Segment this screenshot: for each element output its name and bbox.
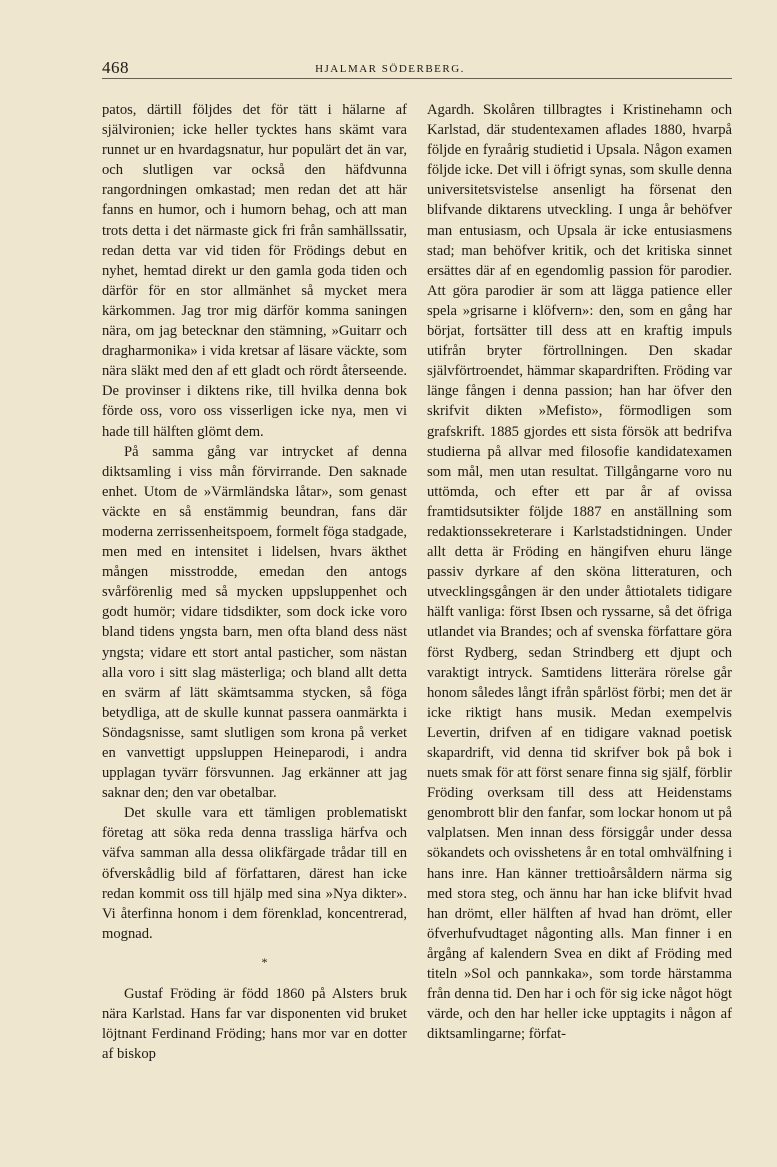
paragraph: Gustaf Fröding är född 1860 på Alsters bruk nära Karlstad. Hans far var disponenten vid bruket löjtnant Ferdinand Fröding; hans mor var en dotter af biskop: [102, 985, 407, 1063]
paragraph: På samma gång var intrycket af denna diktsamling i viss mån förvirrande. Den saknade enhet. Utom de »Värmländska låtar», som genast väckte en så enstämmig beundran, fans där moderna zerrissenheitspoem, formelt föga stadgade, men med en intensitet i lidelsen, hvars äkthet mången misstrodde, emedan den antogs svårförenlig med så mycken uppsluppenhet och godt humör; vidare tidsdikter, som dock icke voro bland tidens yngsta barn, men ofta bland dess näst yngsta; vidare ett stort antal pasticher, som nästan alla voro i sitt slag mästerliga; och bland allt detta en svärm af lätt skämtsamma stycken, så föga betydliga, att de skulle kunnat passera oanmärkta i Söndagsnisse, samt slutligen som krona på verket en vanvettigt uppsluppen Heineparodi, i andra upplagan tyvärr försvunnen. Jag erkänner att jag saknar den; den var obetalbar.: [102, 443, 407, 802]
paragraph: Agardh. Skolåren tillbragtes i Kristinehamn och Karlstad, där studentexamen aflades 1880, hvarpå följde en fyraårig studietid i Upsala. Någon examen följde icke. Det vill i öfrigt synas, som skulle denna universitetsvistelse ansenligt ha försenat den blifvande diktarens utveckling. I unga år behöfver man entusiasm, och Upsala är icke entusiasmens stad; man behöfver kritik, och det kritiska sinnet ersättes där af en egendomlig passion för parodier. Att göra parodier är som att lägga patience eller spela »grisarne i klöfvern»: den, som en gång har börjat, fortsätter till dess att en kraftig impuls utifrån bryter förtrollningen. Den skadar självförtroendet, hämmar skapardriften. Fröding var länge fången i denna passion; han har öfver den skrifvit dikten »Mefisto», förmodligen som grafskrift. 1885 gjordes ett sista försök att bedrifva studierna på allvar med filosofie kandidatexamen som mål, men utan resultat. Tillgångarne voro nu uttömda, och efter ett par år af ovissa framtidsutsikter följde 1887 en anställning som redaktionssekreterare i Karlstadstidningen. Under allt detta är Fröding en hängifven ehuru länge passiv dyrkare af den sköna litteraturen, och utvecklingsgången är den under åttiotalets tidigare hälft vanliga: först Ibsen och ryssarne, så det öfriga utlandet via Brandes; och af svenska författare göra först Rydberg, sedan Strindberg ett djupt och varaktigt intryck. Samtidens litterära rörelse går honom således långt ifrån spårlöst förbi; men det är icke riktigt hans musik. Medan exempelvis Levertin, drifven af en tidigare vaknad poetisk skapardrift, vid denna tid skrifver bok på bok i nuets smak för att först senare finna sig själf, förblir Fröding overksam till dess att Heidenstams genombrott blir den fanfar, som lockar honom ut på valplatsen. Men innan dess försiggår under dessa sökandets och ovisshetens år en total omhvälfning i hans inre. Han känner trettioårsåldern närma sig med stora steg, och ännu har han icke blifvit hvad han drömt, eller hälften af hvad han drömt, eller öfverhufvudtaget någonting alls. Man finner i en årgång af kalendern Svea en dikt af Fröding med titeln »Sol och pannkaka», som torde härstamma från denna tid. Den har i och för sig icke något högt värde, och den har heller icke upptagits i någon af diktsamlingarne; förfat-: [427, 102, 732, 1043]
paragraph: patos, därtill följdes det för tätt i hälarne af självironien; icke heller tycktes hans skämt vara runnet ur en hvardagsnatur, hur populärt det än var, och slutligen var också den häfdvunna rangordningen omkastad; men redan det att här fanns en humor, och i humorn behag, och att man trots detta i det närmaste gick fri från samhällssatir, redan detta var vid tiden för Frödings debut en nyhet, hemtad direkt ur den gamla goda tiden och därför för en stor allmänhet så mycket mera kärkommen. Jag tror mig därför komma saningen nära, om jag betecknar den stämning, »Guitarr och dragharmonika» i vida kretsar af läsare väckte, som nära släkt med den af ett gladt och rördt återseende. De provinser i diktens rike, till hvilka denna bok förde oss, voro oss visserligen icke nya, men vi hade till hälften glömt dem.: [102, 102, 407, 440]
paragraph: Det skulle vara ett tämligen problematiskt företag att söka reda denna trassliga härfva och väfva samman alla dessa olikfärgade trådar till en öfverskådlig bild af författaren, därest han icke redan kommit oss till hjälp med sina »Nya dikter». Vi återfinna honom i dem förenklad, koncentrerad, mognad.: [102, 805, 407, 942]
page-number: 468: [102, 58, 129, 77]
left-column: [102, 100, 407, 1064]
right-column: [427, 100, 732, 1044]
running-header: HJALMAR SÖDERBERG.: [315, 63, 465, 75]
section-separator: *: [261, 954, 268, 969]
header-divider: [102, 78, 732, 79]
